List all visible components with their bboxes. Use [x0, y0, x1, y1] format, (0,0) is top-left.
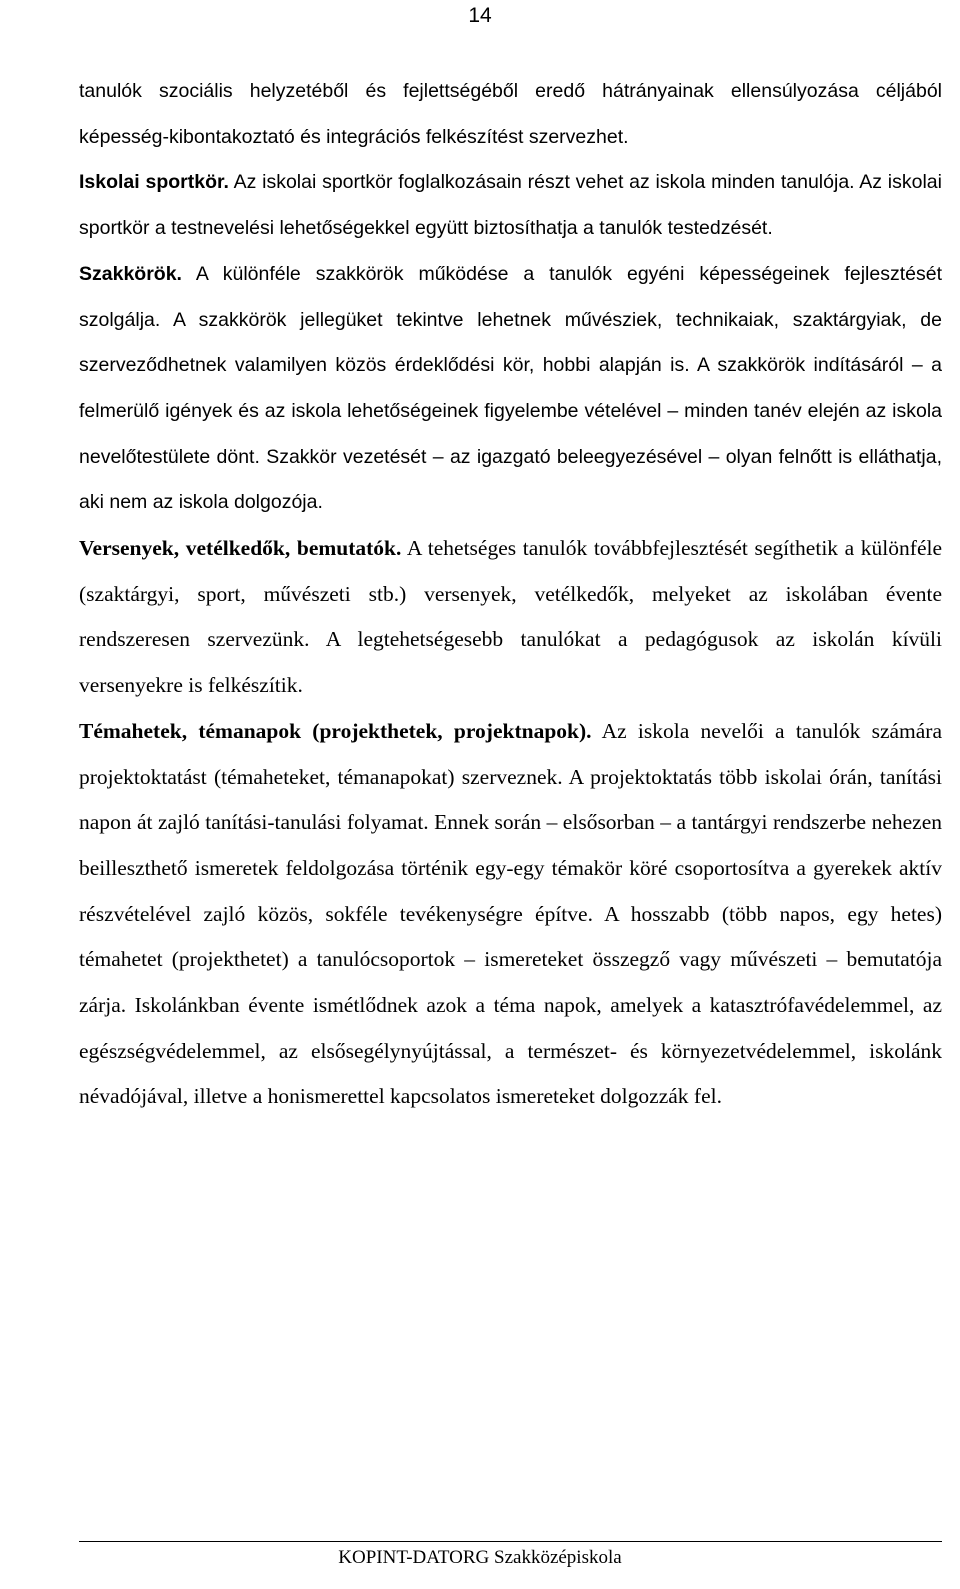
paragraph-versenyek — [79, 526, 942, 709]
paragraph-text: Az iskolai sportkör foglalkozásain részt vehet az iskola minden tanulója. Az iskolai sportkör a testnevelési lehetőségekkel együtt biztosíthatja a tanulók testedzését. — [79, 171, 942, 240]
paragraph-text: A különféle szakkörök működése a tanulók egyéni képességeinek fejlesztését szolgálja. A szakkörök jellegüket tekintve lehetnek művésziek, technikaiak, szaktárgyiak, de szerveződhetnek valamilyen közös érdeklődési kör, hobbi alapján is. A szakkörök indításáról – a felmerülő igények és az iskola lehetőségeinek figyelembe vételével – minden tanév elején az iskola nevelőtestülete dönt. Szakkör vezetését – az igazgató beleegyezésével – olyan felnőtt is elláthatja, aki nem az iskola dolgozója. — [79, 262, 942, 514]
paragraph-text: tanulók szociális helyzetéből és fejlettségéből eredő hátrányainak ellensúlyozása céljából képesség-kibontakoztató és integrációs felkészítést szervezhet. — [79, 80, 942, 148]
footer-divider — [79, 1541, 942, 1542]
document-body — [79, 69, 942, 1120]
paragraph-szakkorok — [79, 252, 942, 526]
section-heading-sportkor: Iskolai sportkör. — [79, 171, 229, 194]
page-footer: KOPINT-DATORG Szakközépiskola — [338, 1547, 622, 1568]
paragraph-text: Az iskola nevelői a tanulók számára projektoktatást (témaheteket, témanapokat) szerveznek. A projektoktatás több iskolai órán, tanítási napon át zajló tanítási-tanulási folyamat. Ennek során – elsősorban – a tantárgyi rendszerbe nehezen beilleszthető ismeretek feldolgozása történik egy-egy témakör köré csoportosítva a gyerekek aktív részvételével zajló közös, sokféle tevékenységre építve. A hosszabb (több napos, egy hetes) témahetet (projekthetet) a tanulócsoportok – ismereteket összegző vagy művészeti – bemutatója zárja. Iskolánkban évente ismétlődnek azok a téma napok, amelyek a katasztrófavédelemmel, az egészségvédelemmel, az elsősegélynyújtással, a természet- és környezetvédelemmel, iskolánk névadójával, illetve a honismerettel kapcsolatos ismereteket dolgozzák fel. — [79, 718, 942, 1109]
paragraph-text: A tehetséges tanulók továbbfejlesztését segíthetik a különféle (szaktárgyi, sport, művészeti stb.) versenyek, vetélkedők, melyeket az iskolában évente rendszeresen szervezünk. A legtehetségesebb tanulókat a pedagógusok az iskolán kívüli versenyekre is felkészítik. — [79, 536, 942, 698]
section-heading-versenyek: Versenyek, vetélkedők, bemutatók. — [79, 536, 402, 561]
page-number: 14 — [468, 4, 492, 27]
section-heading-temahetek: Témahetek, témanapok (projekthetek, projektnapok). — [79, 718, 592, 743]
paragraph-temahetek — [79, 709, 942, 1120]
paragraph-intro — [79, 69, 942, 160]
paragraph-sportkor — [79, 160, 942, 251]
section-heading-szakkorok: Szakkörök. — [79, 262, 182, 285]
